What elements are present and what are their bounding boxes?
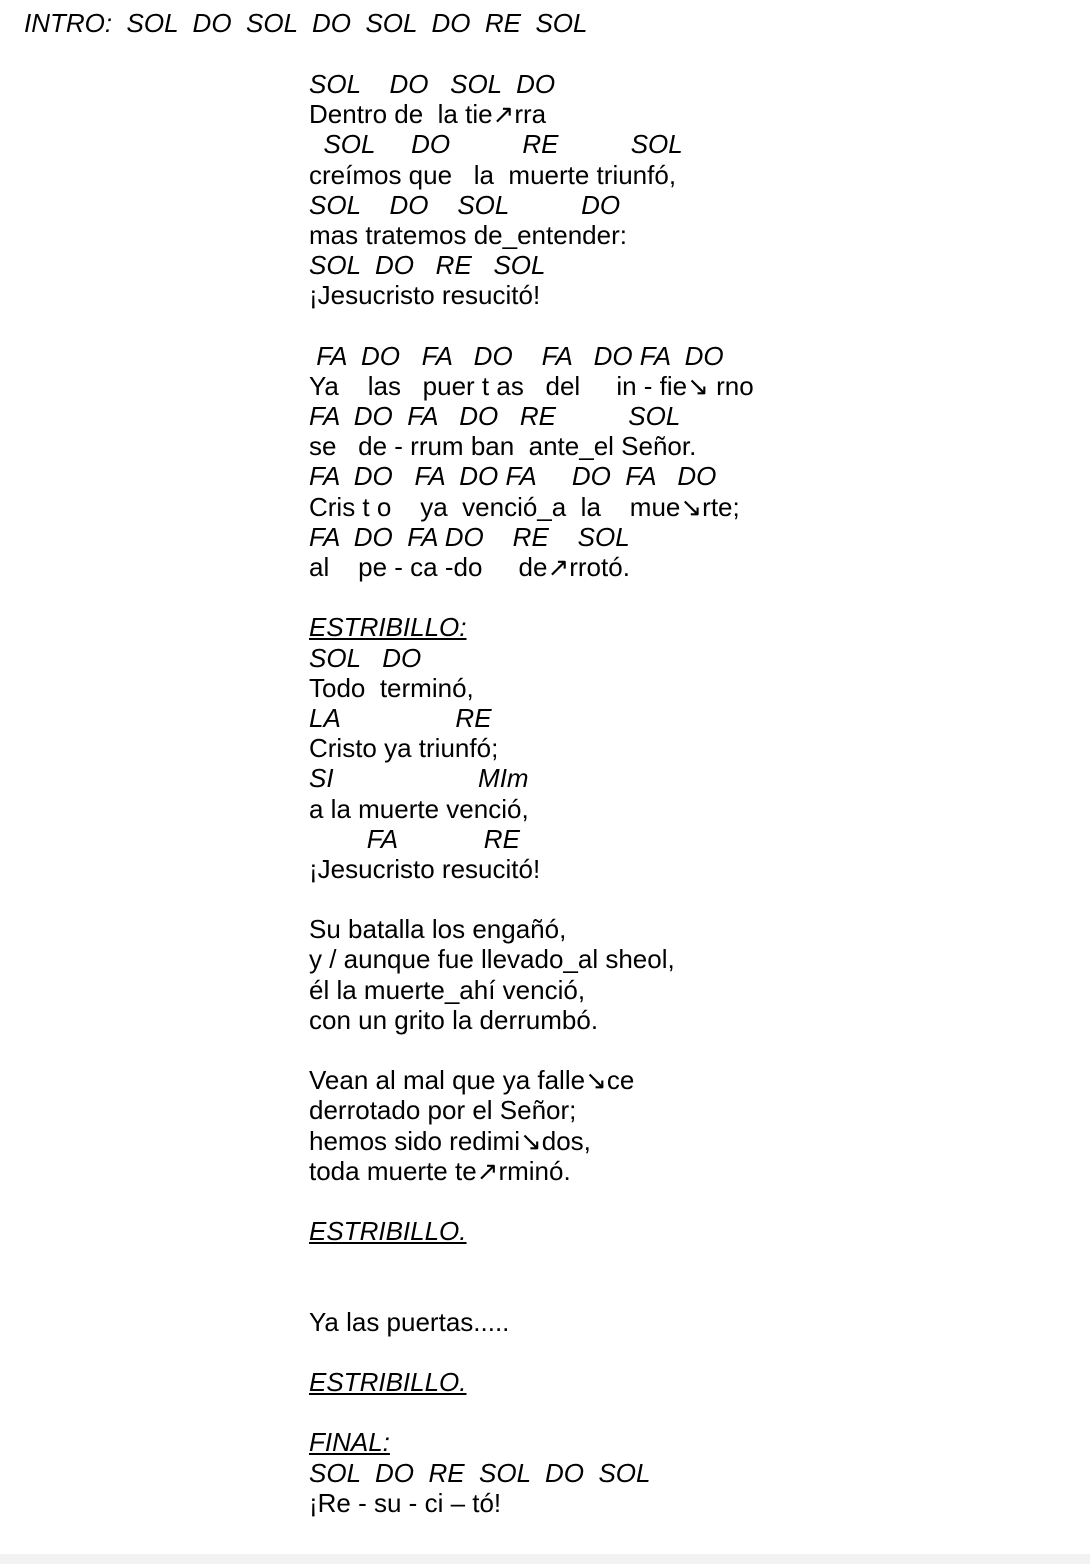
lyric-line: ¡Re - su - ci – tó! [309,1487,502,1518]
lyric-line: derrotado por el Señor; [309,1095,577,1126]
chord-line: SOL DO RE SOL [309,129,683,160]
chord-line: SOL DO [309,642,422,673]
stanza-gap [309,884,754,914]
chord-line: SOL DO RE SOL DO SOL [309,1457,651,1488]
chord-line: FA RE [309,823,520,854]
lyric-line: hemos sido redimi↘dos, [309,1125,591,1156]
page-bottom-edge [0,1554,1090,1564]
chorus-heading: ESTRIBILLO: [309,612,467,643]
lyric-line: toda muerte te↗rminó. [309,1155,571,1186]
lyric-line: Vean al mal que ya falle↘ce [309,1065,635,1096]
lyric-line: él la muerte_ahí venció, [309,974,586,1005]
chord-line: LA RE [309,702,492,733]
song-body [309,69,754,1518]
chord-line: SOL DO SOL DO [309,189,621,220]
lyric-line: se de - rrum ban ante_el Señor. [309,431,697,462]
lyric-line: con un grito la derrumbó. [309,1004,599,1035]
chord-line: SOL DO RE SOL [309,250,546,281]
chord-line: FA DO FA DO RE SOL [309,401,681,432]
chorus-reference: ESTRIBILLO. [309,1216,467,1247]
lyric-line: mas tratemos de_entender: [309,219,627,250]
lyric-line: ¡Jesucristo resucitó! [309,853,541,884]
lyric-line: Ya las puer t as del in - fie↘ rno [309,370,754,401]
repeat-reference: Ya las puertas..... [309,1306,510,1337]
stanza-gap [309,1337,754,1367]
lyric-line: Su batalla los engañó, [309,914,567,945]
chord-line: FA DO FA DO FA DO FA DO [309,340,724,371]
lyric-line: creímos que la muerte triunfó, [309,159,677,190]
lyric-line: Todo terminó, [309,672,474,703]
lyric-line: Dentro de la tie↗rra [309,99,547,130]
lyric-line: Cris t o ya venció_a la mue↘rte; [309,491,740,522]
chord-line: FA DO FA DO FA DO FA DO [309,461,717,492]
intro-line: INTRO: SOL DO SOL DO SOL DO RE SOL [24,8,588,38]
stanza-gap [309,1035,754,1065]
chorus-reference: ESTRIBILLO. [309,1367,467,1398]
lyric-line: ¡Jesucristo resucitó! [309,280,541,311]
stanza-gap [309,1246,754,1276]
stanza-gap [309,582,754,612]
lyric-line: al pe - ca -do de↗rrotó. [309,552,630,582]
stanza-gap [309,1397,754,1427]
lyric-line: Cristo ya triunfó; [309,733,499,764]
final-heading: FINAL: [309,1427,390,1458]
stanza-gap [309,1186,754,1216]
stanza-gap [309,311,754,341]
stanza-gap [309,1277,754,1307]
chord-line: SOL DO SOL DO [309,69,556,99]
lyric-line: y / aunque fue llevado_al sheol, [309,944,675,975]
lyric-line: a la muerte venció, [309,793,529,824]
chord-line: SI MIm [309,763,529,794]
chord-line: FA DO FA DO RE SOL [309,521,630,552]
